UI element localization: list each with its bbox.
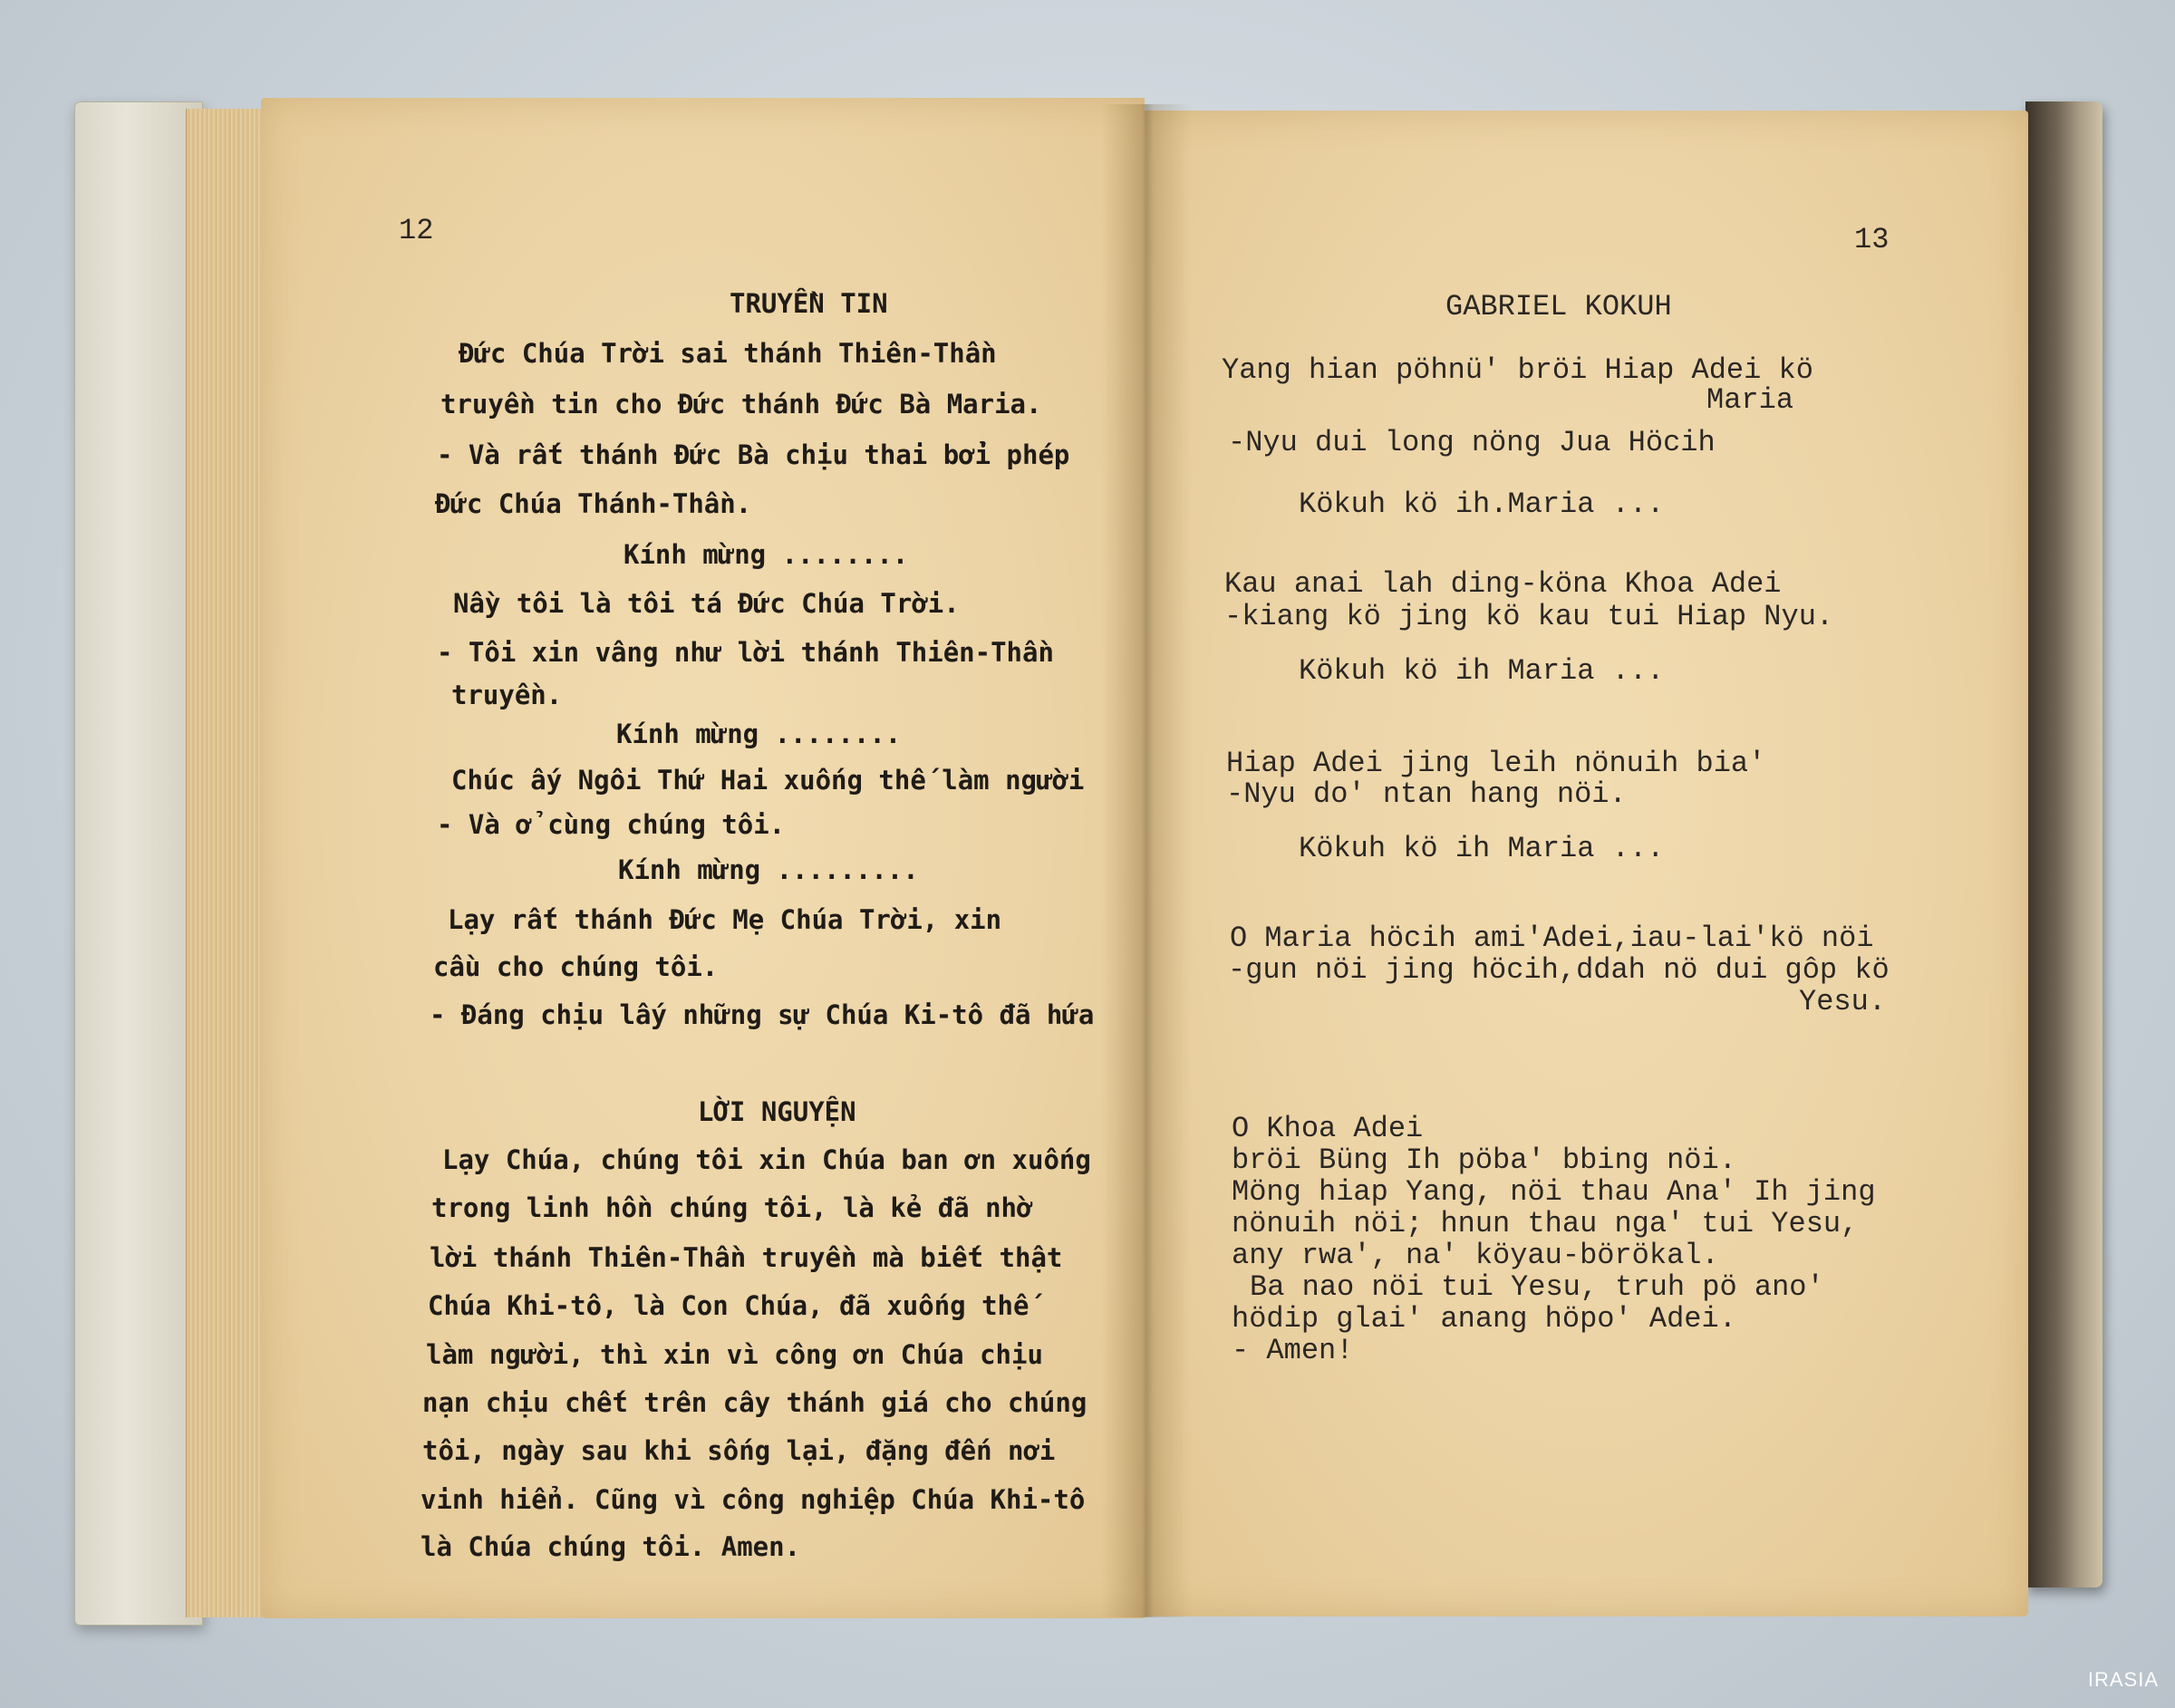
heading-gabriel-kokuh: GABRIEL KOKUH [1445, 290, 1672, 323]
text-line: bröi Büng Ih pöba' bbing nöi. [1232, 1143, 1736, 1177]
text-line: Đức Chúa Thánh-Thần. [435, 488, 752, 519]
refrain-kokuh: Kökuh kö ih.Maria ... [1299, 487, 1665, 521]
page-number-left: 12 [399, 214, 434, 247]
text-line: Yesu. [1799, 985, 1887, 1018]
book-gutter [1101, 104, 1192, 1617]
text-line: O Maria höcih ami'Adei,iau-lai'kö nöi [1230, 922, 1874, 955]
page-number-right: 13 [1854, 223, 1890, 256]
text-line: lời thánh Thiên-Thần truyền mà biết thật [430, 1242, 1063, 1273]
text-line: Yang hian pöhnü' bröi Hiap Adei kö [1222, 353, 1813, 387]
text-line: Kau anai lah ding-köna Khoa Adei [1224, 567, 1782, 601]
text-line: any rwa', na' köyau-börökal. [1232, 1239, 1719, 1272]
text-line: Chúa Khi-tô, là Con Chúa, đã xuống thế [428, 1290, 1030, 1321]
heading-loi-nguyen: LỜI NGUYỆN [698, 1096, 856, 1127]
text-line: Đức Chúa Trời sai thánh Thiên-Thần [459, 338, 997, 369]
text-line: Lạy rất thánh Đức Mẹ Chúa Trời, xin [448, 904, 1002, 935]
book-cover-right [2025, 101, 2102, 1587]
text-line: - Đáng chịu lấy những sự Chúa Ki-tô đã hứa [430, 999, 1095, 1030]
text-line: Maria [1706, 383, 1794, 417]
text-line: trong linh hồn chúng tôi, là kẻ đã nhờ [431, 1192, 1033, 1223]
text-line: - Tôi xin vâng như lời thánh Thiên-Thần [437, 637, 1054, 668]
text-line: Nầy tôi là tôi tá Đức Chúa Trời. [453, 588, 960, 619]
text-line: Ba nao nöi tui Yesu, truh pö ano' [1250, 1270, 1824, 1304]
text-line: nạn chịu chết trên cây thánh giá cho chúng [422, 1387, 1088, 1418]
page-edges [186, 109, 273, 1617]
text-line: truyền tin cho Đức thánh Đức Bà Maria. [440, 389, 1042, 420]
heading-truyen-tin: TRUYỀN TIN [730, 288, 888, 319]
text-line: làm người, thì xin vì công ơn Chúa chịu [426, 1339, 1043, 1370]
text-line: nönuih nöi; hnun thau nga' tui Yesu, [1232, 1207, 1859, 1240]
watermark: IRASIA [2087, 1668, 2159, 1691]
text-line: Chúc ấy Ngôi Thứ Hai xuống thế làm người [451, 765, 1085, 796]
text-line: -Nyu do' ntan hang nöi. [1226, 777, 1627, 811]
text-line: -gun nöi jing höcih,ddah nö dui gôp kö [1228, 953, 1890, 987]
text-line: hödip glai' anang höpo' Adei. [1232, 1302, 1736, 1336]
refrain-kinh-mung: Kính mừng ......... [618, 854, 919, 885]
text-line: Lạy Chúa, chúng tôi xin Chúa ban ơn xuống [442, 1144, 1091, 1175]
text-line: - Và ở cùng chúng tôi. [437, 809, 786, 840]
text-line: tôi, ngày sau khi sống lại, đặng đến nơi [422, 1435, 1056, 1466]
text-line: cầu cho chúng tôi. [433, 951, 719, 982]
text-line: vinh hiển. Cũng vì công nghiệp Chúa Khi-tô [420, 1484, 1086, 1515]
refrain-kokuh: Kökuh kö ih Maria ... [1299, 832, 1665, 865]
text-line: Möng hiap Yang, nöi thau Ana' Ih jing [1232, 1175, 1876, 1209]
text-line: O Khoa Adei [1232, 1112, 1424, 1145]
refrain-kinh-mung: Kính mừng ........ [624, 539, 909, 570]
refrain-kokuh: Kökuh kö ih Maria ... [1299, 654, 1665, 688]
text-line: Hiap Adei jing leih nönuih bia' [1226, 747, 1766, 780]
book-cover-left [74, 101, 203, 1626]
text-line: - Amen! [1232, 1334, 1354, 1367]
text-line: - Và rất thánh Đức Bà chịu thai bởi phép [437, 439, 1070, 470]
text-line: truyền. [451, 680, 563, 710]
text-line: -kiang kö jing kö kau tui Hiap Nyu. [1224, 600, 1834, 633]
text-line: -Nyu dui long nöng Jua Höcih [1228, 426, 1716, 459]
text-line: là Chúa chúng tôi. Amen. [420, 1531, 801, 1562]
refrain-kinh-mung: Kính mừng ........ [616, 719, 902, 749]
